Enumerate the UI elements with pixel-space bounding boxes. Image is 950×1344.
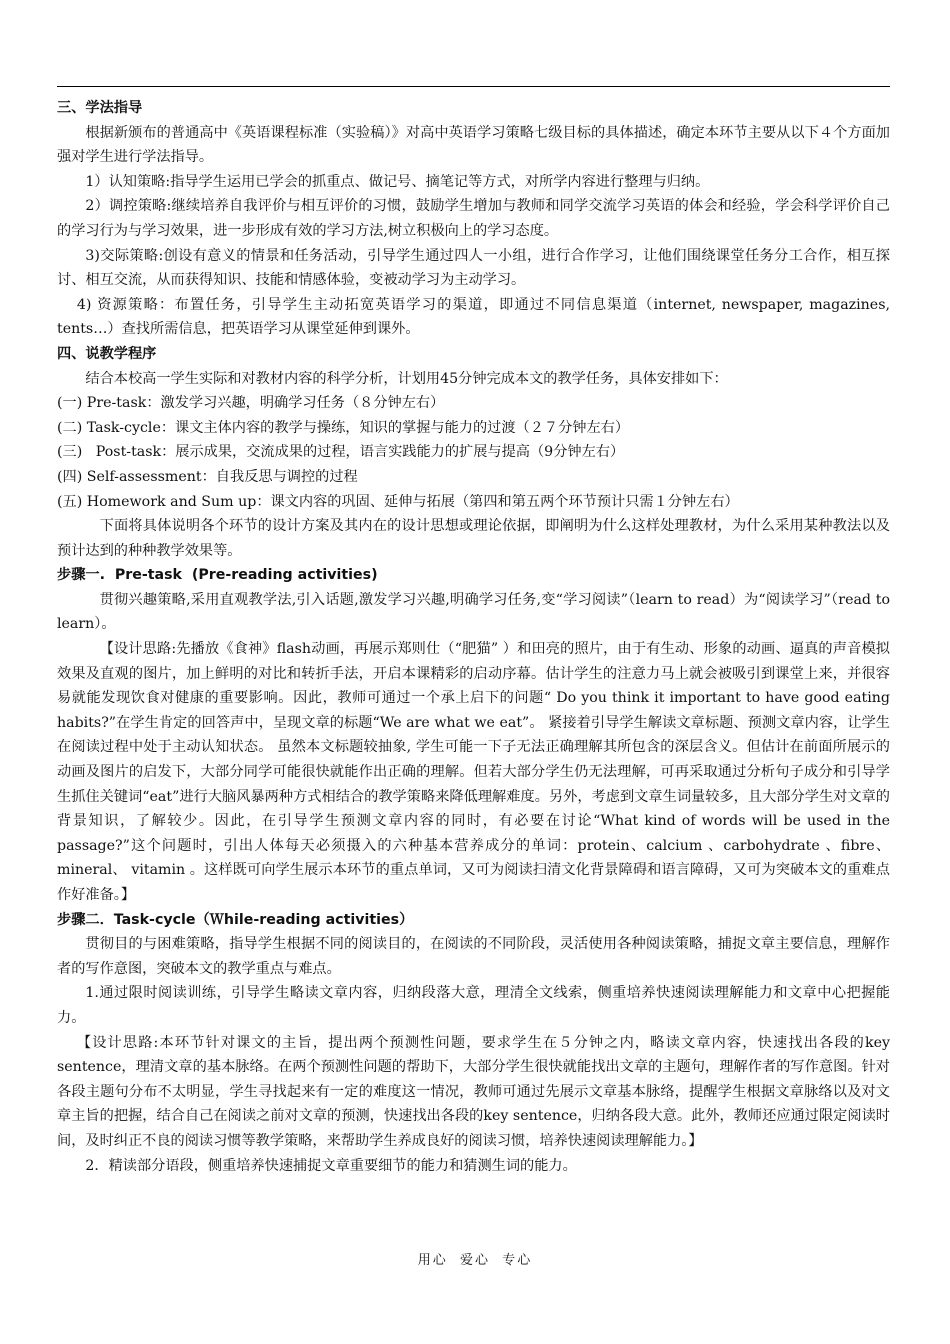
- stage-2: (二) Task-cycle：课文主体内容的教学与操练，知识的掌握与能力的过渡（２７分钟左右）: [57, 419, 630, 436]
- step2-design-notes: 【设计思路:本环节针对课文的主旨，提出两个预测性问题，要求学生在５分钟之内，略读文章内容，快速找出各段的key sentence，理清文章的基本脉络。在两个预测性问题的帮助下，大部分学生很快就能找出文章的主题句，理解作者的写作意图。针对各段主题句分布不太明显，学生寻找起来有一定的难度这一情况，教师可通过先展示文章基本脉络，提醒学生根据文章脉络以及对文章主旨的把握，结合自己在阅读之前对文章的预测，快速找出各段的key sentence，归纳各段大意。此外，教师还应通过限定阅读时间，及时纠正不良的阅读习惯等教学策略，来帮助学生养成良好的阅读习惯，培养快速阅读理解能力。】: [57, 1034, 890, 1149]
- document-body: [57, 96, 890, 1178]
- section3-item-1: 1）认知策略:指导学生运用已学会的抓重点、做记号、摘笔记等方式，对所学内容进行整理与归纳。: [85, 173, 710, 190]
- stage-4: (四) Self-assessment：自我反思与调控的过程: [57, 468, 358, 485]
- page-footer: 用心 爱心 专心: [417, 1253, 533, 1268]
- step2-point-1: 1.通过限时阅读训练，引导学生略读文章内容，归纳段落大意，理清全文线索，侧重培养快速阅读理解能力和文章中心把握能力。: [57, 985, 890, 1026]
- section3-intro: 根据新颁布的普通高中《英语课程标准（实验稿）》对高中英语学习策略七级目标的具体描述，确定本环节主要从以下４个方面加强对学生进行学法指导。: [57, 124, 890, 166]
- section3-item-3: 3)交际策略:创设有意义的情景和任务活动，引导学生通过四人一小组，进行合作学习，让他们围绕课堂任务分工合作，相互探讨、相互交流，从而获得知识、技能和情感体验，变被动学习为主动学习。: [57, 247, 890, 289]
- step1-body: 贯彻兴趣策略,采用直观教学法,引入话题,激发学习兴趣,明确学习任务,变“学习阅读”（learn to read）为“阅读学习”（read to learn）。: [57, 591, 890, 633]
- section3-heading: 三、学法指导: [57, 100, 143, 116]
- step1-design-notes: 【设计思路:先播放《食神》flash动画，再展示郑则仕（“肥猫” ）和田亮的照片，由于有生动、形象的动画、逼真的声音模拟效果及直观的图片，加上鲜明的对比和转折手法，开启本课精彩的启动序幕。估计学生的注意力马上就会被吸引到课堂上来，并很容易就能发现饮食对健康的重要影响。因此，教师可通过一个承上启下的问题“ Do you think it important to have good eating habits?”在学生肯定的回答声中，呈现文章的标题“We are what we eat”。 紧接着引导学生解读文章标题、预测文章内容，让学生在阅读过程中处于主动认知状态。 虽然本文标题较抽象, 学生可能一下子无法正确理解其所包含的深层含义。但估计在前面所展示的动画及图片的启发下，大部分同学可能很快就能作出正确的理解。但若大部分学生仍无法理解，可再采取通过分析句子成分和引导学生抓住关键词“eat”进行大脑风暴两种方式相结合的教学策略来降低理解难度。另外，考虑到文章生词量较多，且大部分学生对文章的背景知识，了解较少。因此，在引导学生预测文章内容的同时，有必要在讨论“What kind of words will be used in the passage?”这个问题时，引出人体每天必须摄入的六种基本营养成分的单词：protein、calcium 、carbohydrate 、fibre、 mineral、 vitamin 。这样既可向学生展示本环节的重点单词，又可为阅读扫清文化背景障碍和语言障碍，又可为突破本文的重难点作好准备。】: [57, 641, 891, 903]
- stage-3: (三) Post-task：展示成果，交流成果的过程，语言实践能力的扩展与提高（9分钟左右）: [57, 444, 625, 461]
- step2-point-2: 2．精读部分语段，侧重培养快速捕捉文章重要细节的能力和猜测生词的能力。: [85, 1157, 577, 1174]
- section3-item-4: 4) 资源策略：布置任务，引导学生主动拓宽英语学习的渠道，即通过不同信息渠道（internet, newspaper, magazines, tents…）查找所需信息，把英语学习从课堂延伸到课外。: [57, 296, 890, 338]
- section4-intro: 结合本校高一学生实际和对教材内容的科学分析，计划用45分钟完成本文的教学任务，具体安排如下：: [85, 370, 728, 387]
- section3-item-2: 2）调控策略:继续培养自我评价与相互评价的习惯，鼓励学生增加与教师和同学交流学习英语的体会和经验，学会科学评价自己的学习行为与学习效果，进一步形成有效的学习方法,树立积极向上的学习态度。: [57, 198, 890, 239]
- step2-heading: 步骤二．Task-cycle（Ｗhile-reading activities）: [57, 911, 414, 928]
- step2-body: 贯彻目的与困难策略，指导学生根据不同的阅读目的，在阅读的不同阶段，灵活使用各种阅读策略，捕捉文章主要信息，理解作者的写作意图，突破本文的教学重点与难点。: [57, 936, 890, 977]
- section4-explain: 下面将具体说明各个环节的设计方案及其内在的设计思想或理论依据，即阐明为什么这样处理教材，为什么采用某种教法以及预计达到的种种教学效果等。: [57, 518, 890, 559]
- header-rule: [57, 86, 890, 87]
- stage-5: (五) Homework and Sum up：课文内容的巩固、延伸与拓展（第四和第五两个环节预计只需１分钟左右）: [57, 493, 739, 510]
- step1-heading: 步骤一. Pre-task (Pre-reading activities): [57, 567, 378, 584]
- section4-heading: 四、说教学程序: [57, 345, 157, 362]
- stage-1: (一) Pre-task：激发学习兴趣，明确学习任务（８分钟左右）: [57, 395, 445, 412]
